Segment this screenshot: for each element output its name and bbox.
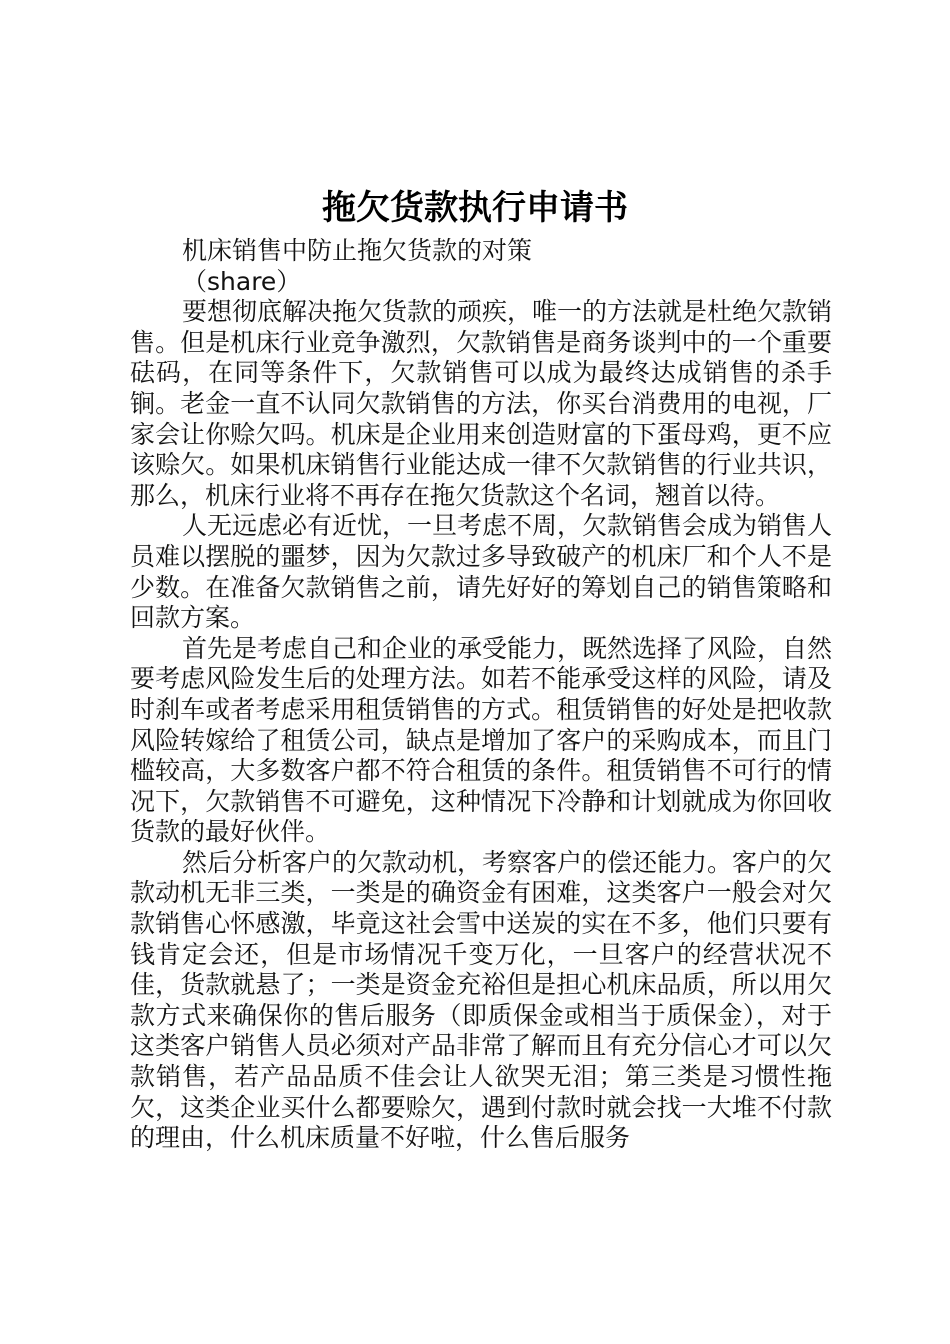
paragraph: 要想彻底解决拖欠货款的顽疾，唯一的方法就是杜绝欠款销售。但是机床行业竞争激烈，欠款销售是商务谈判中的一个重要砝码，在同等条件下，欠款销售可以成为最终达成销售的杀手锏。老金一直不认同欠款销售的方法，你买台消费用的电视，厂家会让你赊欠吗。机床是企业用来创造财富的下蛋母鸡，更不应该赊欠。如果机床销售行业能达成一律不欠款销售的行业共识，那么，机床行业将不再存在拖欠货款这个名词，翘首以待。 <box>130 297 833 510</box>
paragraph: 首先是考虑自己和企业的承受能力，既然选择了风险，自然要考虑风险发生后的处理方法。如若不能承受这样的风险，请及时刹车或者考虑采用租赁销售的方式。租赁销售的好处是把收款风险转嫁给了租赁公司，缺点是增加了客户的采购成本，而且门槛较高，大多数客户都不符合租赁的条件。租赁销售不可行的情况下，欠款销售不可避免，这种情况下冷静和计划就成为你回收货款的最好伙伴。 <box>130 633 833 847</box>
document-body <box>130 236 832 1154</box>
document-subtitle: 机床销售中防止拖欠货款的对策 <box>182 236 533 265</box>
document-title: 拖欠货款执行申请书 <box>322 188 628 228</box>
share-note: （share） <box>182 266 302 296</box>
paragraph: 然后分析客户的欠款动机，考察客户的偿还能力。客户的欠款动机无非三类，一类是的确资金有困难，这类客户一般会对欠款销售心怀感激，毕竟这社会雪中送炭的实在不多，他们只要有钱肯定会还，但是市场情况千变万化，一旦客户的经营状况不佳，货款就悬了；一类是资金充裕但是担心机床品质，所以用欠款方式来确保你的售后服务（即质保金或相当于质保金），对于这类客户销售人员必须对产品非常了解而且有充分信心才可以欠款销售，若产品品质不佳会让人欲哭无泪；第三类是习惯性拖欠，这类企业买什么都要赊欠，遇到付款时就会找一大堆不付款的理由，什么机床质量不好啦，什么售后服务 <box>130 847 833 1153</box>
paragraph: 人无远虑必有近忧，一旦考虑不周，欠款销售会成为销售人员难以摆脱的噩梦，因为欠款过多导致破产的机床厂和个人不是少数。在准备欠款销售之前，请先好好的筹划自己的销售策略和回款方案。 <box>130 511 833 633</box>
